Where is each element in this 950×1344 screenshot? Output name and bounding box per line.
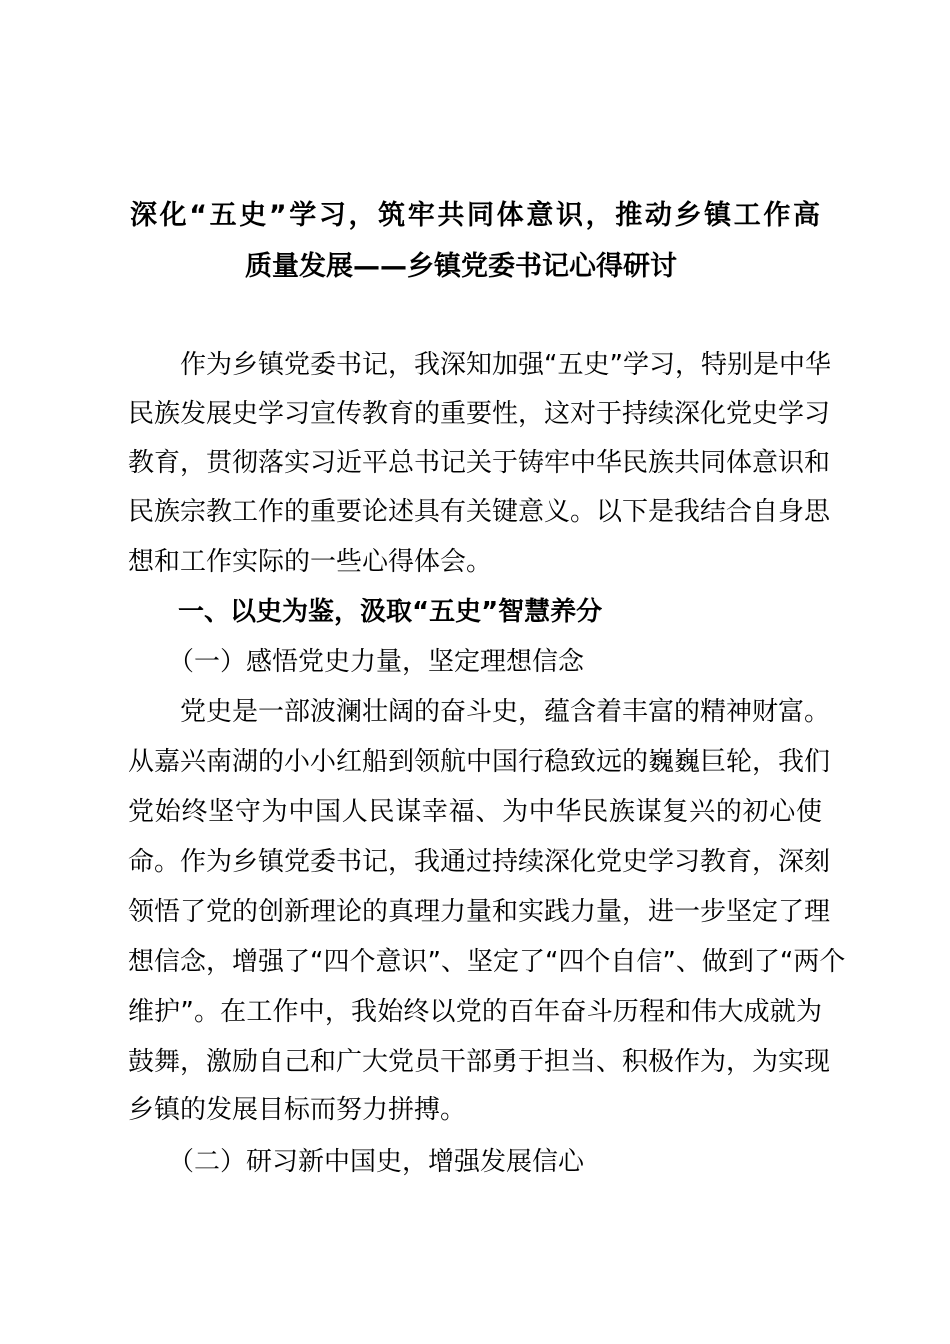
body-line: 从嘉兴南湖的小小红船到领航中国行稳致远的巍巍巨轮，我们	[128, 747, 831, 777]
body-line: 党史是一部波澜壮阔的奋斗史，蕴含着丰富的精神财富。	[180, 697, 831, 727]
intro-line: 想和工作实际的一些心得体会。	[128, 547, 493, 577]
intro-line: 作为乡镇党委书记，我深知加强“五史”学习，特别是中华	[180, 350, 831, 380]
intro-line: 民族发展史学习宣传教育的重要性，这对于持续深化党史学习	[128, 399, 831, 429]
document-title-line-1: 深化“五史”学习，筑牢共同体意识，推动乡镇工作高	[130, 200, 820, 231]
document-title-line-2: 质量发展——乡镇党委书记心得研讨	[245, 251, 677, 282]
body-line: 维护”。在工作中，我始终以党的百年奋斗历程和伟大成就为	[128, 997, 822, 1027]
section-heading: 一、以史为鉴，汲取“五史”智慧养分	[178, 597, 603, 627]
body-line: 鼓舞，激励自己和广大党员干部勇于担当、积极作为，为实现	[128, 1047, 831, 1077]
body-line: 命。作为乡镇党委书记，我通过持续深化党史学习教育，深刻	[128, 847, 831, 877]
body-line: 领悟了党的创新理论的真理力量和实践力量，进一步坚定了理	[128, 897, 831, 927]
intro-line: 教育，贯彻落实习近平总书记关于铸牢中华民族共同体意识和	[128, 448, 831, 478]
body-line: 乡镇的发展目标而努力拼搏。	[128, 1095, 467, 1125]
body-line: 想信念，增强了“四个意识”、坚定了“四个自信”、做到了“两个	[128, 947, 846, 977]
subsection-heading: （二）研习新中国史，增强发展信心	[168, 1147, 585, 1177]
subsection-heading: （一）感悟党史力量，坚定理想信念	[168, 647, 585, 677]
intro-line: 民族宗教工作的重要论述具有关键意义。以下是我结合自身思	[128, 497, 831, 527]
body-line: 党始终坚守为中国人民谋幸福、为中华民族谋复兴的初心使	[128, 797, 822, 827]
